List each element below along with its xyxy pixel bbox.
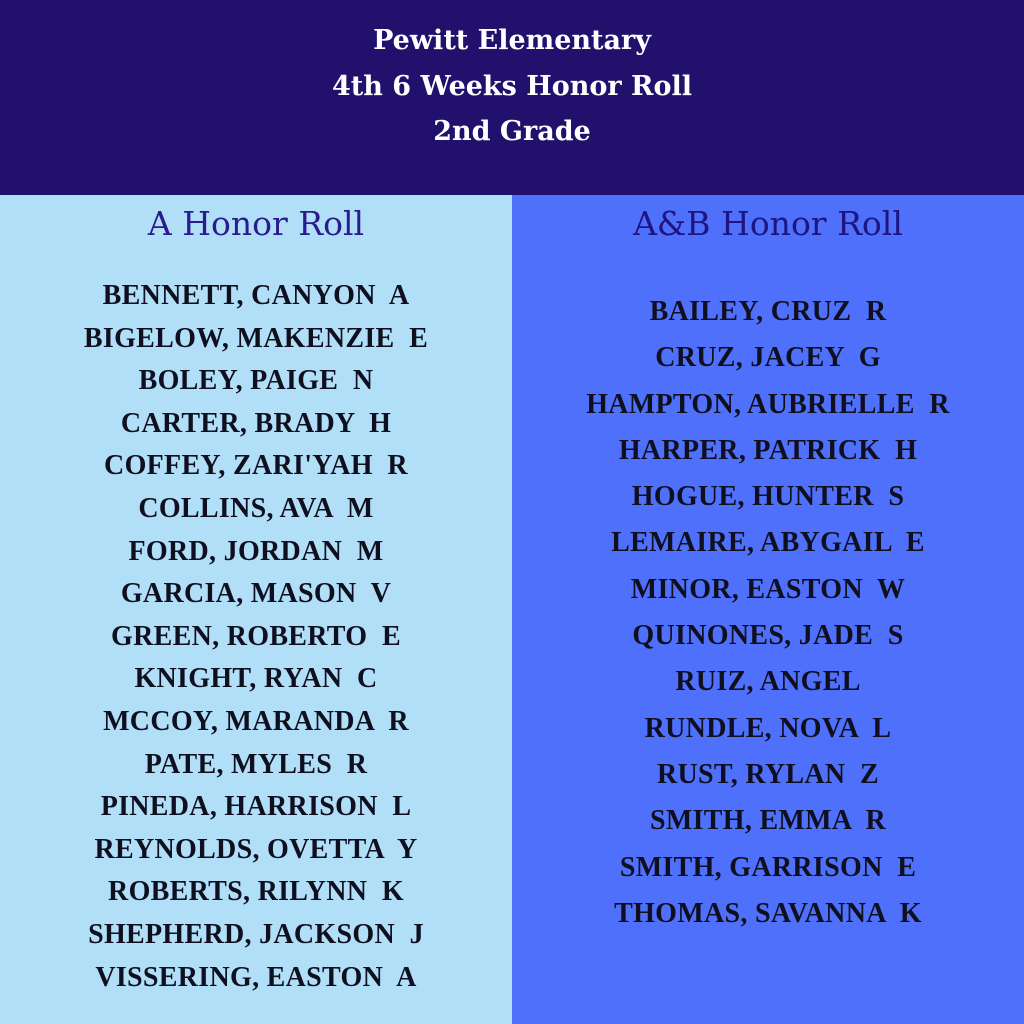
student-name: SMITH, GARRISON E (619, 851, 917, 883)
student-name: QUINONES, JADE S (632, 620, 904, 652)
student-name: SHEPHERD, JACKSON J (88, 918, 424, 950)
a-honor-roll-title: A Honor Roll (147, 204, 365, 243)
student-name: ROBERTS, RILYNN K (108, 876, 404, 908)
student-name: VISSERING, EASTON A (95, 961, 417, 993)
student-name: CARTER, BRADY H (120, 407, 392, 439)
student-name: THOMAS, SAVANNA K (614, 897, 922, 929)
student-name: CRUZ, JACEY G (655, 342, 881, 374)
student-name: RUNDLE, NOVA L (644, 712, 892, 744)
student-name: REYNOLDS, OVETTA Y (94, 833, 418, 865)
student-name: PATE, MYLES R (144, 748, 368, 780)
ab-honor-roll-column (512, 195, 1024, 1024)
student-name: SMITH, EMMA R (650, 805, 886, 837)
header-banner (0, 0, 1024, 195)
honor-roll-period: 4th 6 Weeks Honor Roll (331, 71, 692, 102)
student-name: COLLINS, AVA M (138, 492, 374, 524)
ab-honor-roll-title: A&B Honor Roll (633, 204, 903, 243)
student-name: BENNETT, CANYON A (102, 280, 410, 311)
grade-level: 2nd Grade (433, 116, 591, 147)
student-name: RUST, RYLAN Z (656, 758, 880, 790)
student-name: PINEDA, HARRISON L (100, 791, 412, 823)
ab-honor-roll-list (512, 289, 1024, 937)
student-name: RUIZ, ANGEL (675, 666, 861, 698)
a-honor-roll-column (0, 195, 512, 1024)
a-honor-roll-list (0, 275, 512, 999)
student-name: FORD, JORDAN M (128, 535, 384, 567)
student-name: COFFEY, ZARI'YAH R (104, 450, 408, 482)
student-name: HOGUE, HUNTER S (631, 481, 905, 513)
school-name: Pewitt Elementary (373, 25, 651, 56)
student-name: LEMAIRE, ABYGAIL E (611, 527, 925, 559)
student-name: BAILEY, CRUZ R (649, 296, 887, 327)
student-name: HAMPTON, AUBRIELLE R (586, 388, 950, 420)
student-name: GREEN, ROBERTO E (111, 620, 401, 652)
student-name: BOLEY, PAIGE N (138, 365, 374, 397)
student-name: GARCIA, MASON V (120, 578, 392, 610)
student-name: BIGELOW, MAKENZIE E (83, 322, 429, 354)
student-name: MINOR, EASTON W (630, 573, 906, 605)
student-name: HARPER, PATRICK H (618, 434, 918, 466)
student-name: MCCOY, MARANDA R (103, 705, 409, 737)
student-name: KNIGHT, RYAN C (134, 663, 378, 695)
